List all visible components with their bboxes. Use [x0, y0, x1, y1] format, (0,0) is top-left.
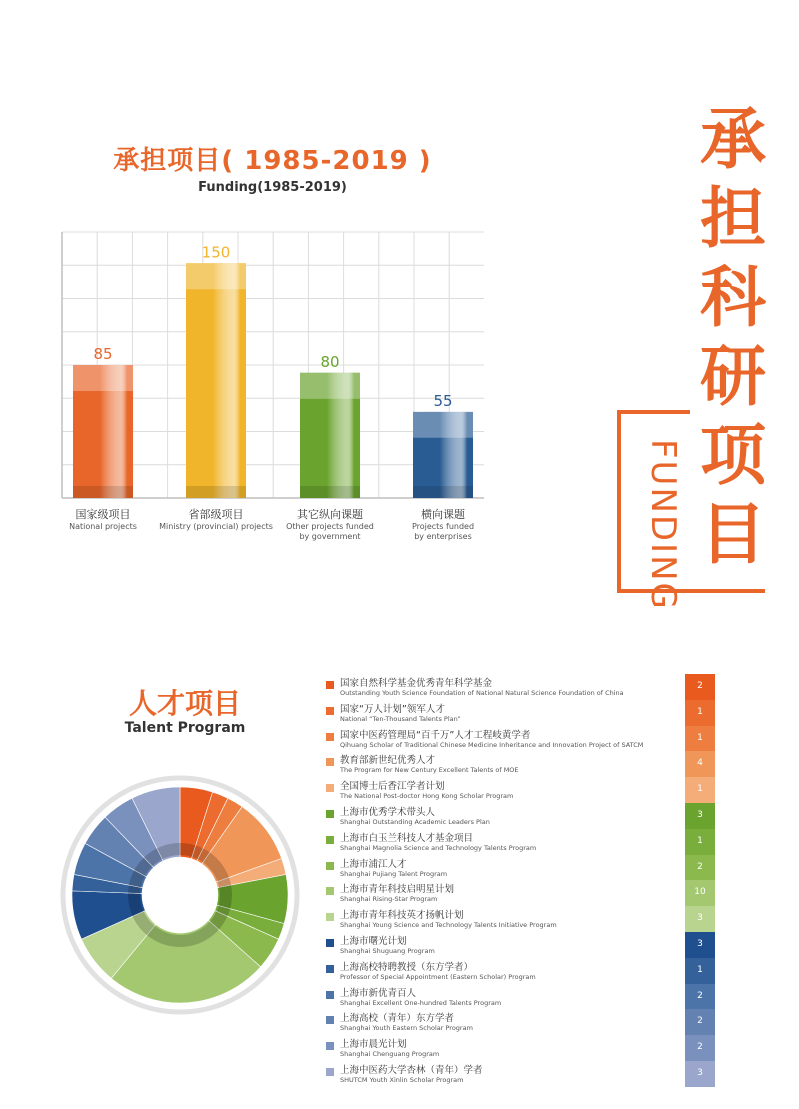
legend-label-cn: 上海高校特聘教授（东方学者） [340, 961, 474, 973]
legend-item [326, 988, 686, 1010]
legend-swatch [326, 681, 334, 689]
legend-label-cn: 国家“万人计划”领军人才 [340, 703, 445, 715]
bar-value-label: 85 [93, 345, 113, 363]
donut-hole [143, 858, 217, 932]
bar-value-label: 55 [433, 391, 453, 410]
legend-item [326, 833, 686, 855]
count-cell: 2 [685, 1009, 715, 1035]
bar-bottom-shade [186, 486, 246, 498]
talent-donut-chart [55, 770, 305, 1020]
legend-swatch [326, 913, 334, 921]
count-cell: 10 [685, 880, 715, 906]
legend-swatch [326, 707, 334, 715]
legend-label-en: Shanghai Youth Eastern Scholar Program [340, 1024, 473, 1033]
side-heading-char: 承 [700, 101, 766, 178]
legend-label-cn: 上海中医药大学杏林（青年）学者 [340, 1065, 483, 1076]
legend-item [326, 781, 686, 803]
legend-swatch [326, 810, 334, 818]
funding-title: 承担项目( 1985-2019 ) [113, 146, 432, 176]
legend-label-en: Shanghai Outstanding Academic Leaders Plan [340, 818, 490, 826]
count-cell: 1 [685, 829, 715, 855]
funding-subtitle: Funding(1985-2019) [198, 180, 347, 195]
legend-label-en: Shanghai Young Science and Technology Talents Initiative Program [340, 921, 557, 930]
legend-label-cn: 上海市浦江人才 [340, 858, 407, 870]
legend-label-en: Shanghai Pujiang Talent Program [340, 869, 448, 878]
legend-item [326, 704, 686, 726]
legend-label-en: Professor of Special Appointment (Eastern Scholar) Program [340, 972, 536, 981]
side-heading [692, 100, 774, 574]
bar-bottom-shade [300, 486, 360, 498]
count-cell: 1 [685, 777, 715, 803]
category-en: by enterprises [414, 532, 472, 541]
legend-swatch [326, 887, 334, 895]
bar-value-label: 80 [320, 352, 340, 371]
category-en: National projects [69, 522, 137, 531]
legend-swatch [326, 784, 334, 792]
legend-item [326, 1039, 686, 1061]
count-cell: 2 [685, 855, 715, 881]
bar [186, 263, 246, 498]
count-cell: 1 [685, 726, 715, 752]
legend-label-en: Shanghai Excellent One-hundred Talents Program [340, 998, 502, 1007]
side-heading-char: 研 [700, 338, 766, 415]
bar-top-highlight [300, 373, 360, 399]
legend-label-en: Shanghai Magnolia Science and Technology Talents Program [340, 843, 537, 852]
talent-subtitle: Talent Program [124, 720, 246, 736]
legend-swatch [326, 1016, 334, 1024]
legend-label-cn: 上海市曙光计划 [340, 936, 407, 947]
legend-swatch [326, 991, 334, 999]
count-cell: 3 [685, 932, 715, 958]
count-cell: 2 [685, 674, 715, 700]
legend-label-cn: 全国博士后香江学者计划 [340, 781, 445, 793]
legend-label-cn: 上海市新优青百人 [340, 987, 417, 999]
count-cell: 3 [685, 803, 715, 829]
legend-label-en: SHUTCM Youth Xinlin Scholar Program [340, 1076, 464, 1084]
legend-swatch [326, 1042, 334, 1050]
legend-label-en: National “Ten-Thousand Talents Plan” [340, 714, 461, 723]
legend-label-cn: 上海市青年科技启明星计划 [340, 884, 455, 896]
legend-label-en: Qihuang Scholar of Traditional Chinese Medicine Inheritance and Innovation Project of SATCM [340, 740, 644, 749]
side-heading-char: 目 [700, 496, 766, 573]
legend-item [326, 1065, 686, 1087]
legend-label-cn: 教育部新世纪优秀人才 [340, 755, 436, 767]
legend-item [326, 884, 686, 906]
bar-bottom-shade [73, 486, 133, 498]
category-cn: 省部级项目 [188, 508, 244, 521]
legend-label-en: The National Post-doctor Hong Kong Scholar Program [340, 792, 514, 801]
bar-top-highlight [413, 412, 473, 438]
legend-label-en: Shanghai Rising-Star Program [340, 895, 438, 904]
bar-top-highlight [186, 263, 246, 289]
legend-label-cn: 上海高校（青年）东方学者 [340, 1013, 455, 1025]
legend-item [326, 807, 686, 829]
count-cell: 2 [685, 984, 715, 1010]
count-cell: 2 [685, 1035, 715, 1061]
funding-word: FUNDING [643, 439, 683, 611]
count-cell: 1 [685, 958, 715, 984]
legend-label-en: The Program for New Century Excellent Talents of MOE [340, 766, 519, 775]
category-en: Ministry (provincial) projects [159, 522, 273, 531]
legend-swatch [326, 1068, 334, 1076]
count-cell: 1 [685, 700, 715, 726]
side-heading-char: 科 [700, 259, 766, 336]
legend-item [326, 730, 686, 752]
legend-item [326, 936, 686, 958]
legend-swatch [326, 939, 334, 947]
bar-top-highlight [73, 365, 133, 391]
legend-item [326, 1013, 686, 1035]
bar-category-label [368, 508, 518, 542]
legend-swatch [326, 758, 334, 766]
talent-title: 人才项目 [128, 687, 241, 720]
count-cell: 3 [685, 1061, 715, 1087]
legend-label-en: Shanghai Chenguang Program [340, 1050, 440, 1059]
legend-swatch [326, 836, 334, 844]
bar-bottom-shade [413, 486, 473, 498]
category-cn: 横向课题 [421, 508, 465, 521]
legend-label-cn: 国家中医药管理局“百千万”人才工程岐黄学者 [340, 729, 531, 741]
legend-swatch [326, 733, 334, 741]
legend-label-en: Shanghai Shuguang Program [340, 947, 435, 955]
legend-swatch [326, 965, 334, 973]
category-en: by government [299, 532, 361, 541]
legend-label-cn: 上海市优秀学术带头人 [340, 807, 436, 818]
side-heading-char: 担 [700, 180, 766, 257]
legend-item [326, 962, 686, 984]
category-cn: 其它纵向课题 [297, 508, 363, 521]
legend-label-cn: 上海市青年科技英才扬帆计划 [340, 910, 464, 922]
legend-item [326, 678, 686, 700]
count-cell: 4 [685, 751, 715, 777]
legend-label-cn: 上海市晨光计划 [340, 1039, 407, 1051]
legend-item [326, 859, 686, 881]
side-heading-char: 项 [700, 417, 766, 494]
legend-swatch [326, 862, 334, 870]
category-cn: 国家级项目 [75, 508, 131, 521]
bar-value-label: 150 [201, 243, 231, 262]
legend-item [326, 910, 686, 932]
legend-label-cn: 国家自然科学基金优秀青年科学基金 [340, 678, 493, 689]
legend-label-en: Outstanding Youth Science Foundation of National Natural Science Foundation of China [340, 689, 624, 697]
category-en: Projects funded [411, 522, 475, 531]
legend-label-cn: 上海市白玉兰科技人才基金项目 [340, 832, 474, 844]
funding-bar-chart [0, 200, 540, 510]
category-en: Other projects funded [286, 522, 374, 531]
legend-item [326, 755, 686, 777]
count-cell: 3 [685, 906, 715, 932]
